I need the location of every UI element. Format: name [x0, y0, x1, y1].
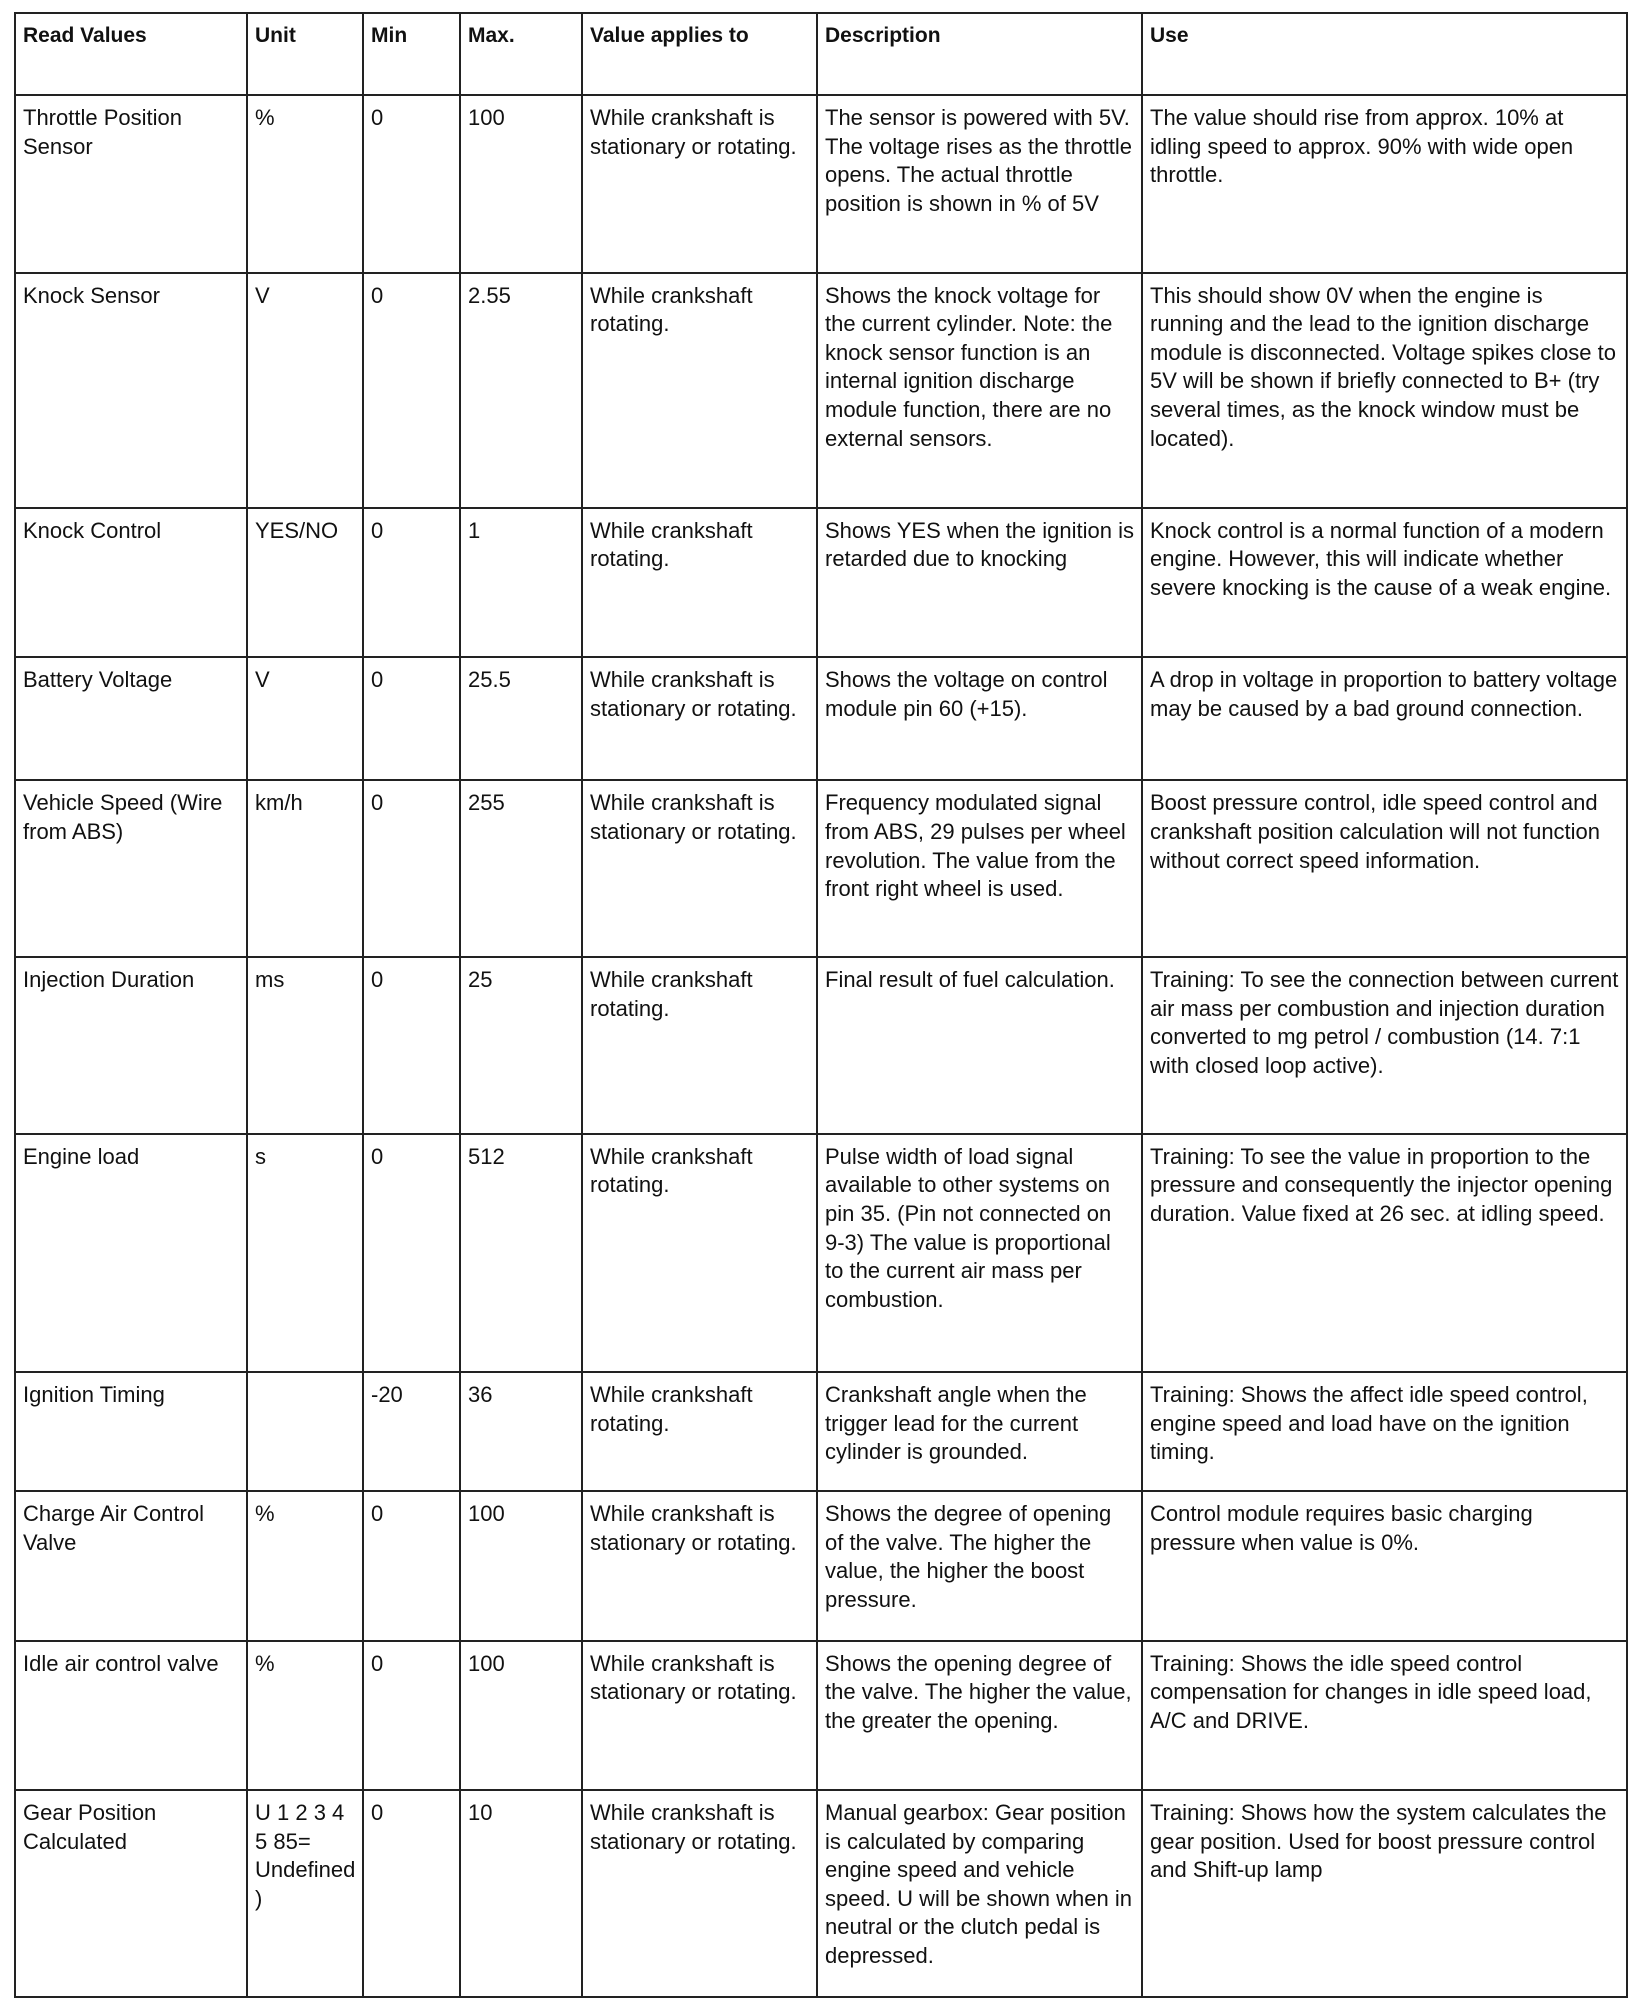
cell-applies-to: While crankshaft rotating. — [582, 1134, 817, 1372]
cell-unit: YES/NO — [247, 508, 363, 657]
cell-description: Crankshaft angle when the trigger lead for the current cylinder is grounded. — [817, 1372, 1142, 1491]
cell-max: 25 — [460, 957, 582, 1134]
cell-use: Control module requires basic charging pressure when value is 0%. — [1142, 1491, 1627, 1640]
cell-description: Pulse width of load signal available to other systems on pin 35. (Pin not connected on 9-3) The value is proportional to the current air mass per combustion. — [817, 1134, 1142, 1372]
cell-read-value: Knock Sensor — [15, 273, 247, 508]
document-page — [14, 12, 1626, 1998]
table-row — [15, 95, 1627, 273]
cell-read-value: Battery Voltage — [15, 657, 247, 780]
cell-read-value: Gear Position Calculated — [15, 1790, 247, 1997]
cell-use: Boost pressure control, idle speed control and crankshaft position calculation will not function without correct speed information. — [1142, 780, 1627, 957]
table-row — [15, 1641, 1627, 1790]
cell-unit: V — [247, 273, 363, 508]
cell-read-value: Injection Duration — [15, 957, 247, 1134]
cell-description: Final result of fuel calculation. — [817, 957, 1142, 1134]
read-values-table — [14, 12, 1628, 1998]
cell-use: Training: To see the value in proportion to the pressure and consequently the injector opening duration. Value fixed at 26 sec. at idling speed. — [1142, 1134, 1627, 1372]
cell-min: -20 — [363, 1372, 460, 1491]
table-row — [15, 1134, 1627, 1372]
header-use: Use — [1142, 13, 1627, 95]
cell-description: Shows the opening degree of the valve. The higher the value, the greater the opening. — [817, 1641, 1142, 1790]
table-row — [15, 1372, 1627, 1491]
cell-min: 0 — [363, 1641, 460, 1790]
cell-min: 0 — [363, 657, 460, 780]
cell-max: 100 — [460, 1491, 582, 1640]
cell-unit: U 1 2 3 4 5 85= Undefined) — [247, 1790, 363, 1997]
cell-applies-to: While crankshaft is stationary or rotating. — [582, 1790, 817, 1997]
cell-min: 0 — [363, 780, 460, 957]
cell-max: 10 — [460, 1790, 582, 1997]
header-description: Description — [817, 13, 1142, 95]
cell-applies-to: While crankshaft rotating. — [582, 508, 817, 657]
header-min: Min — [363, 13, 460, 95]
cell-use: Training: Shows the affect idle speed control, engine speed and load have on the ignition timing. — [1142, 1372, 1627, 1491]
table-row — [15, 957, 1627, 1134]
cell-description: The sensor is powered with 5V. The voltage rises as the throttle opens. The actual throttle position is shown in % of 5V — [817, 95, 1142, 273]
cell-read-value: Throttle Position Sensor — [15, 95, 247, 273]
cell-applies-to: While crankshaft is stationary or rotating. — [582, 780, 817, 957]
cell-unit: V — [247, 657, 363, 780]
cell-description: Shows the knock voltage for the current cylinder. Note: the knock sensor function is an internal ignition discharge module function, there are no external sensors. — [817, 273, 1142, 508]
cell-applies-to: While crankshaft is stationary or rotating. — [582, 657, 817, 780]
cell-applies-to: While crankshaft rotating. — [582, 957, 817, 1134]
cell-use: Training: Shows how the system calculates the gear position. Used for boost pressure control and Shift-up lamp — [1142, 1790, 1627, 1997]
table-row — [15, 1491, 1627, 1640]
cell-description: Shows the degree of opening of the valve. The higher the value, the higher the boost pressure. — [817, 1491, 1142, 1640]
cell-min: 0 — [363, 957, 460, 1134]
cell-use: The value should rise from approx. 10% at idling speed to approx. 90% with wide open throttle. — [1142, 95, 1627, 273]
cell-read-value: Engine load — [15, 1134, 247, 1372]
cell-applies-to: While crankshaft rotating. — [582, 273, 817, 508]
cell-unit — [247, 1372, 363, 1491]
cell-description: Shows YES when the ignition is retarded due to knocking — [817, 508, 1142, 657]
cell-max: 100 — [460, 95, 582, 273]
cell-description: Shows the voltage on control module pin 60 (+15). — [817, 657, 1142, 780]
cell-applies-to: While crankshaft is stationary or rotating. — [582, 1491, 817, 1640]
cell-max: 255 — [460, 780, 582, 957]
header-row — [15, 13, 1627, 95]
cell-min: 0 — [363, 95, 460, 273]
cell-applies-to: While crankshaft rotating. — [582, 1372, 817, 1491]
cell-min: 0 — [363, 508, 460, 657]
header-value-applies-to: Value applies to — [582, 13, 817, 95]
cell-read-value: Idle air control valve — [15, 1641, 247, 1790]
cell-read-value: Charge Air Control Valve — [15, 1491, 247, 1640]
cell-unit: s — [247, 1134, 363, 1372]
cell-use: Training: Shows the idle speed control compensation for changes in idle speed load, A/C and DRIVE. — [1142, 1641, 1627, 1790]
cell-max: 36 — [460, 1372, 582, 1491]
cell-use: This should show 0V when the engine is running and the lead to the ignition discharge module is disconnected. Voltage spikes close to 5V will be shown if briefly connected to B+ (try several times, as the knock window must be located). — [1142, 273, 1627, 508]
cell-description: Manual gearbox: Gear position is calculated by comparing engine speed and vehicle speed. U will be shown when in neutral or the clutch pedal is depressed. — [817, 1790, 1142, 1997]
cell-max: 512 — [460, 1134, 582, 1372]
cell-read-value: Ignition Timing — [15, 1372, 247, 1491]
cell-applies-to: While crankshaft is stationary or rotating. — [582, 1641, 817, 1790]
cell-use: Knock control is a normal function of a modern engine. However, this will indicate whether severe knocking is the cause of a weak engine. — [1142, 508, 1627, 657]
cell-max: 25.5 — [460, 657, 582, 780]
cell-unit: ms — [247, 957, 363, 1134]
cell-unit: % — [247, 1641, 363, 1790]
cell-unit: km/h — [247, 780, 363, 957]
cell-applies-to: While crankshaft is stationary or rotating. — [582, 95, 817, 273]
cell-unit: % — [247, 1491, 363, 1640]
cell-max: 100 — [460, 1641, 582, 1790]
table-row — [15, 508, 1627, 657]
table-row — [15, 273, 1627, 508]
cell-unit: % — [247, 95, 363, 273]
cell-use: Training: To see the connection between current air mass per combustion and injection duration converted to mg petrol / combustion (14. 7:1 with closed loop active). — [1142, 957, 1627, 1134]
cell-min: 0 — [363, 1134, 460, 1372]
cell-description: Frequency modulated signal from ABS, 29 pulses per wheel revolution. The value from the front right wheel is used. — [817, 780, 1142, 957]
cell-max: 2.55 — [460, 273, 582, 508]
table-row — [15, 657, 1627, 780]
table-row — [15, 1790, 1627, 1997]
cell-max: 1 — [460, 508, 582, 657]
cell-read-value: Knock Control — [15, 508, 247, 657]
table-row — [15, 780, 1627, 957]
cell-min: 0 — [363, 273, 460, 508]
cell-min: 0 — [363, 1491, 460, 1640]
cell-min: 0 — [363, 1790, 460, 1997]
cell-use: A drop in voltage in proportion to battery voltage may be caused by a bad ground connection. — [1142, 657, 1627, 780]
header-read-values: Read Values — [15, 13, 247, 95]
header-max: Max. — [460, 13, 582, 95]
header-unit: Unit — [247, 13, 363, 95]
cell-read-value: Vehicle Speed (Wire from ABS) — [15, 780, 247, 957]
